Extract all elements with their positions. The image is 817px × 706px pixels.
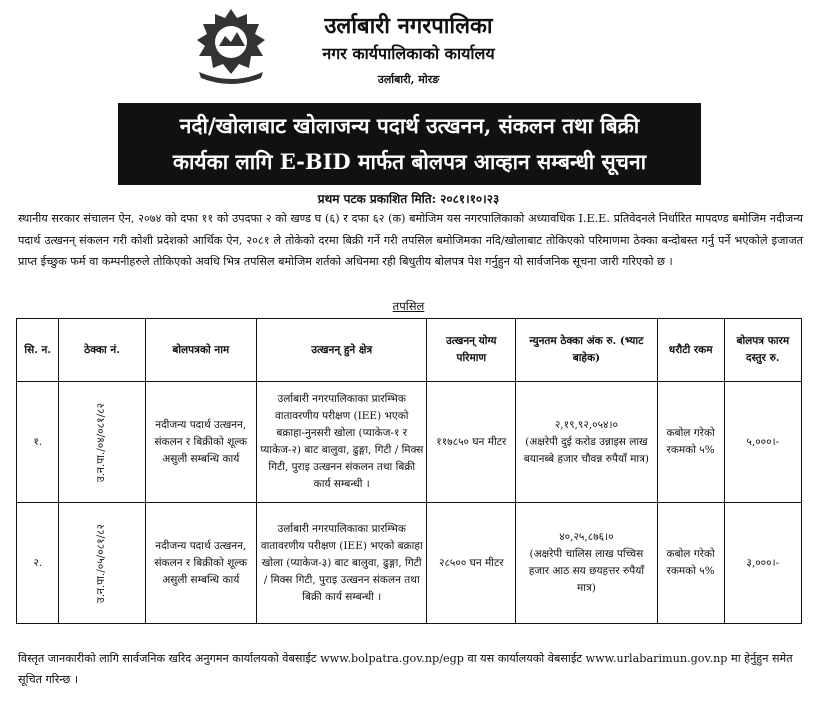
org-name: उर्लाबारी नगरपालिका	[324, 13, 493, 39]
cell-area: उर्लाबारी नगरपालिकाका प्रारम्भिक वातावरणीय परीक्षण (IEE) भएको बक्राहा खोला (प्याकेज-३) बाट बालुवा, ढुङ्गा, गिटी / मिक्स गिटी, पुराइ उत्खनन संकलन तथा बिक्री कार्य सम्बन्धी ।	[256, 503, 427, 624]
col-header-sn: सि. न.	[17, 319, 59, 382]
publication-date: प्रथम पटक प्रकाशित मिति: २०८१।१०।२३	[317, 192, 500, 206]
footer-note	[18, 648, 803, 690]
cell-contract-no	[59, 503, 145, 624]
bolpatra-link[interactable]: www.bolpatra.gov.np/egp	[320, 652, 464, 665]
contract-no-text: उ.न.पा./०५/०८१/८२	[95, 523, 108, 603]
min-amount-figure: २,१९,९२,०५४।०	[554, 418, 618, 431]
notice-title-banner	[118, 103, 701, 185]
cell-deposit: कबोल गरेको रकमको ५%	[657, 382, 724, 503]
schedule-heading: तपसिल	[392, 299, 425, 313]
table-row	[17, 503, 802, 624]
col-header-fee: बोलपत्र फारम दस्तुर रु.	[724, 319, 801, 382]
notice-title-line-1: नदी/खोलाबाट खोलाजन्य पदार्थ उत्खनन, संकलन तथा बिक्री	[179, 113, 640, 138]
letterhead	[0, 0, 817, 96]
notice-title-line-2: कार्यका लागि E-BID मार्फत बोलपत्र आव्हान सम्बन्धी सूचना	[172, 149, 647, 174]
col-header-area: उत्खनन् हुने क्षेत्र	[256, 319, 427, 382]
cell-bid-name: नदीजन्य पदार्थ उत्खनन, संकलन र बिक्रीको शूल्क असुली सम्बन्धि कार्य	[145, 503, 256, 624]
cell-bid-name: नदीजन्य पदार्थ उत्खनन, संकलन र बिक्रीको शूल्क असुली सम्बन्धि कार्य	[145, 382, 256, 503]
address: उर्लाबारी, मोरङ	[377, 73, 440, 86]
col-header-deposit: धरौटी रकम	[657, 319, 724, 382]
municipality-website-link[interactable]: www.urlabarimun.gov.np	[585, 652, 728, 665]
notice-body: स्थानीय सरकार संचालन ऐन, २०७४ को दफा ११ को उपदफा २ को खण्ड घ (६) र दफा ६२ (क) बमोजिम यस नगरपालिकाको अध्यावधिक I.E.E. प्रतिवेदनले निर्धारित मापदण्ड बमोजिम नदीजन्य पदार्थ उत्खनन् संकलन गरी कोशी प्रदेशको आर्थिक ऐन, २०८१ ले तोकेको दरमा बिक्री गर्ने गरी तपसिल बमोजिमका नदि/खोलाबाट तोकिएको परिमाणमा ठेक्का बन्दोबस्त गर्नु पर्ने भएकोले इजाजत प्राप्त ईच्छुक फर्म वा कम्पनीहरुले तोकिएको अवधि भित्र तपसिल बमोजिम शर्तको अधिनमा रही बिधुतीय बोलपत्र पेश गर्नुहुन यो सार्वजनिक सूचना जारी गरिएको छ ।	[18, 212, 803, 268]
office-name: नगर कार्यपालिकाको कार्यालय	[322, 44, 495, 63]
min-amount-figure: ४०,२५,८७६।०	[559, 531, 614, 543]
footer-text-a: विस्तृत जानकारीको लागि सार्वजनिक खरिद अनुगमन कार्यालयको वेबसाईट	[18, 652, 317, 665]
cell-sn: २.	[17, 503, 59, 624]
cell-area: उर्लाबारी नगरपालिकाका प्रारम्भिक वातावरणीय परीक्षण (IEE) भएको बक्राहा-नुनसरी खोला (प्याकेज-१ र प्याकेज-२) बाट बालुवा, ढुङ्गा, गिटी / मिक्स गिटी, पुराइ उत्खनन संकलन तथा बिक्री कार्य सम्बन्धी ।	[256, 382, 427, 503]
footer-text-b: वा यस कार्यालयको वेबसाईट	[467, 652, 582, 665]
col-header-min-amount: न्युनतम ठेक्का अंक रु. (भ्याट बाहेक)	[516, 319, 658, 382]
col-header-bid-name: बोलपत्रको नाम	[145, 319, 256, 382]
cell-min-amount	[516, 503, 658, 624]
table-row	[17, 382, 802, 503]
contract-table	[16, 318, 802, 624]
cell-sn: १.	[17, 382, 59, 503]
cell-quantity: ११७८५० घन मीटर	[427, 382, 516, 503]
col-header-quantity: उत्खनन् योग्य परिमाण	[427, 319, 516, 382]
contract-no-text: उ.न.पा./०४/०८१/८२	[95, 402, 108, 482]
cell-quantity: २८५०० घन मीटर	[427, 503, 516, 624]
footer-text-c: मा हेर्नुहुन समेत सूचित गरिन्छ ।	[18, 652, 793, 686]
cell-fee: ३,०००।-	[724, 503, 801, 624]
cell-deposit: कबोल गरेको रकमको ५%	[657, 503, 724, 624]
cell-contract-no	[59, 382, 145, 503]
cell-min-amount	[516, 382, 658, 503]
table-header-row	[17, 319, 802, 382]
min-amount-words: (अक्षरेपी चालिस लाख पच्चिस हजार आठ सय छयहत्तर रुपैयाँ मात्र)	[528, 548, 645, 594]
cell-fee: ५,०००।-	[724, 382, 801, 503]
col-header-contract-no: ठेक्का नं.	[59, 319, 145, 382]
min-amount-words: (अक्षरेपी दुई करोड उन्नाइस लाख बयानब्बे हजार चौवन्न रुपैयाँ मात्र)	[523, 435, 649, 465]
